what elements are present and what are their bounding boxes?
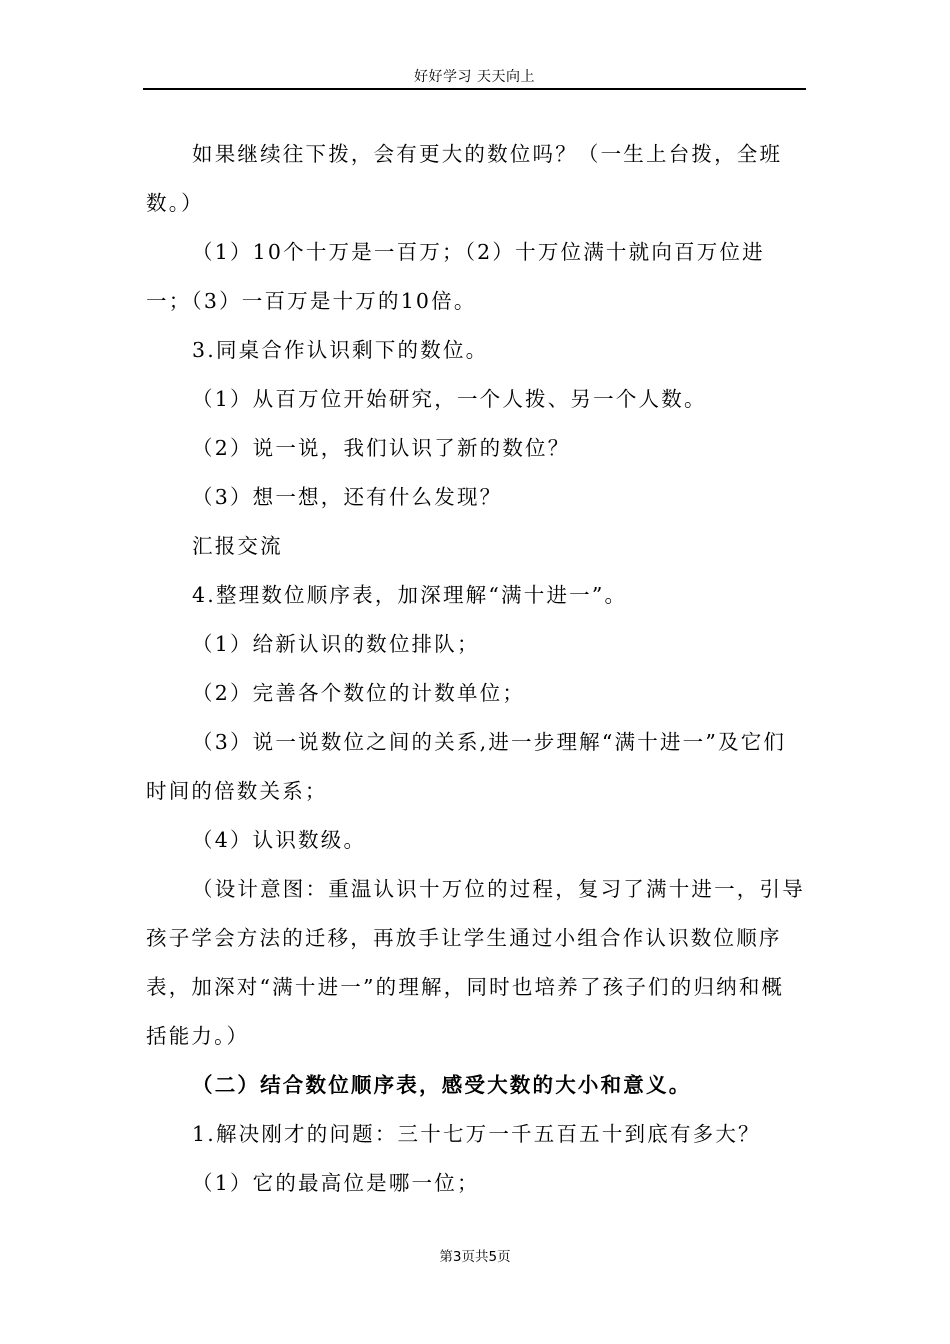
- paragraph: （1）10个十万是一百万；（2）十万位满十就向百万位进一；（3）一百万是十万的10倍。: [146, 240, 765, 313]
- page-number: 第3页共5页: [439, 1249, 511, 1265]
- paragraph: 3.同桌合作认识剩下的数位。: [192, 338, 489, 362]
- paragraph: 4.整理数位顺序表，加深理解“满十进一”。: [192, 583, 628, 607]
- paragraph: 1.解决刚才的问题：三十七万一千五百五十到底有多大？: [192, 1122, 761, 1146]
- paragraph: 汇报交流: [192, 534, 283, 558]
- paragraph: （3）说一说数位之间的关系,进一步理解“满十进一”及它们时间的倍数关系；: [146, 730, 787, 803]
- paragraph: （2）说一说，我们认识了新的数位？: [192, 436, 571, 460]
- page-footer: [0, 1248, 950, 1266]
- paragraph: （4）认识数级。: [192, 828, 367, 852]
- paragraph: （2）完善各个数位的计数单位；: [192, 681, 526, 705]
- paragraph: （1）从百万位开始研究，一个人拨、另一个人数。: [192, 387, 707, 411]
- paragraph: （设计意图：重温认识十万位的过程，复习了满十进一，引导孩子学会方法的迁移，再放手让学生通过小组合作认识数位顺序表，加深对“满十进一”的理解，同时也培养了孩子们的归纳和概括能力。）: [146, 877, 805, 1048]
- header-title: 好好学习 天天向上: [414, 69, 535, 85]
- paragraph: （3）想一想，还有什么发现？: [192, 485, 503, 509]
- section-heading: （二）结合数位顺序表，感受大数的大小和意义。: [192, 1073, 692, 1097]
- paragraph: （1）给新认识的数位排队；: [192, 632, 480, 656]
- page-header: [143, 66, 806, 90]
- paragraph: （1）它的最高位是哪一位；: [192, 1171, 480, 1195]
- paragraph: 如果继续往下拨，会有更大的数位吗？（一生上台拨，全班数。）: [146, 142, 783, 215]
- document-body: [146, 130, 806, 1208]
